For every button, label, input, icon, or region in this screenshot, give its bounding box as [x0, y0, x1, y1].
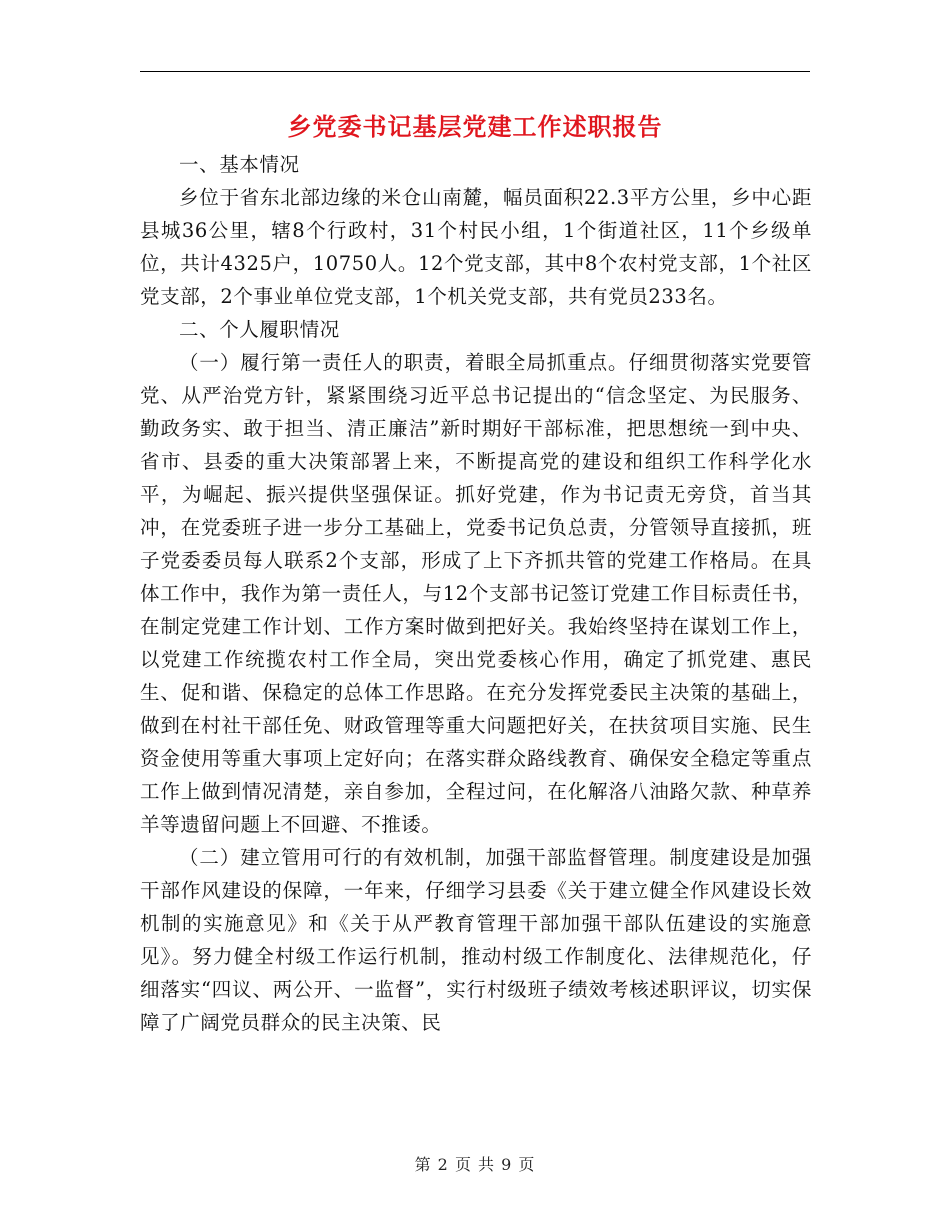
- paragraph-basic-info: 乡位于省东北部边缘的米仓山南麓，幅员面积22.3平方公里，乡中心距县城36公里，辖8个行政村，31个村民小组，1个街道社区，11个乡级单位，共计4325户，10750人。12个党支部，其中8个农村党支部，1个社区党支部，2个事业单位党支部，1个机关党支部，共有党员233名。: [140, 186, 812, 308]
- section-heading-duties: 二、个人履职情况: [179, 318, 340, 341]
- section-heading-basic-info: 一、基本情况: [179, 153, 300, 176]
- document-body: [140, 148, 812, 1039]
- header-rule: [140, 71, 810, 72]
- paragraph-first-responsibility: （一）履行第一责任人的职责，着眼全局抓重点。仔细贯彻落实党要管党、从严治党方针，紧紧围绕习近平总书记提出的“信念坚定、为民服务、勤政务实、敢于担当、清正廉洁”新时期好干部标准，把思想统一到中央、省市、县委的重大决策部署上来，不断提高党的建设和组织工作科学化水平，为崛起、振兴提供坚强保证。抓好党建，作为书记责无旁贷，首当其冲，在党委班子进一步分工基础上，党委书记负总责，分管领导直接抓，班子党委委员每人联系2个支部，形成了上下齐抓共管的党建工作格局。在具体工作中，我作为第一责任人，与12个支部书记签订党建工作目标责任书，在制定党建工作计划、工作方案时做到把好关。我始终坚持在谋划工作上，以党建工作统揽农村工作全局，突出党委核心作用，确定了抓党建、惠民生、促和谐、保稳定的总体工作思路。在充分发挥党委民主决策的基础上，做到在村社干部任免、财政管理等重大问题把好关，在扶贫项目实施、民生资金使用等重大事项上定好向；在落实群众路线教育、确保安全稳定等重点工作上做到情况清楚，亲自参加，全程过问，在化解洛八油路欠款、种草养羊等遗留问题上不回避、不推诿。: [140, 351, 812, 836]
- page-number: 第 2 页 共 9 页: [414, 1155, 536, 1174]
- document-title: 乡党委书记基层党建工作述职报告: [287, 112, 663, 141]
- paragraph-supervision-mechanism: （二）建立管用可行的有效机制，加强干部监督管理。制度建设是加强干部作风建设的保障，一年来，仔细学习县委《关于建立健全作风建设长效机制的实施意见》和《关于从严教育管理干部加强干部队伍建设的实施意见》。努力健全村级工作运行机制，推动村级工作制度化、法律规范化，仔细落实“四议、两公开、一监督”，实行村级班子绩效考核述职评议，切实保障了广阔党员群众的民主决策、民: [140, 846, 812, 1034]
